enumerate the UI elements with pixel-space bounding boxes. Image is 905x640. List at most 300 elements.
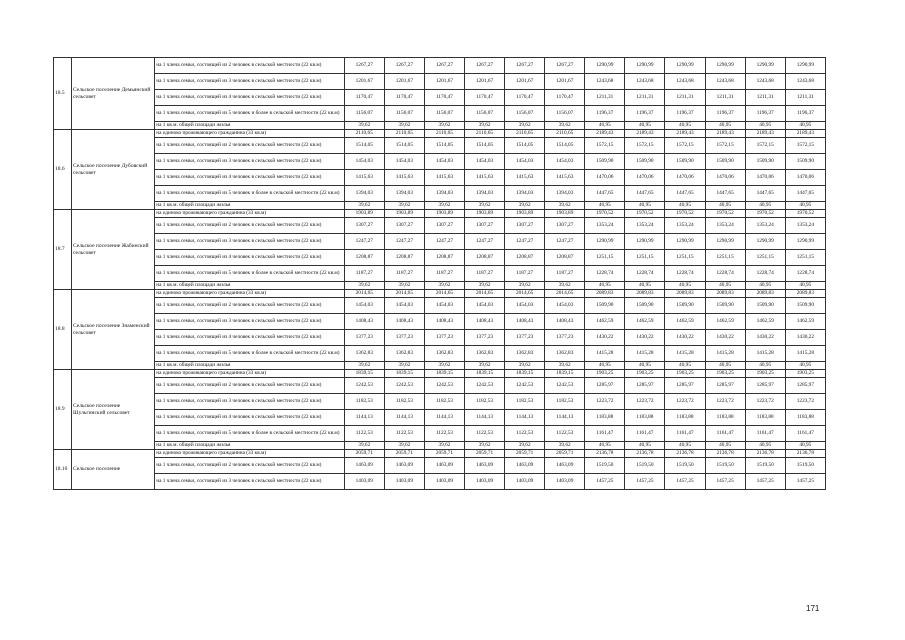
value-cell: 1290,99 — [585, 58, 625, 74]
value-cell: 40,95 — [705, 122, 745, 130]
table-row — [54, 138, 826, 154]
section-code: 18.7 — [54, 210, 72, 290]
value-cell: 40,95 — [785, 202, 825, 210]
value-cell: 1290,99 — [705, 58, 745, 74]
value-cell: 39,62 — [545, 442, 585, 450]
value-cell: 1454,03 — [545, 298, 585, 314]
value-cell: 40,95 — [585, 362, 625, 370]
value-cell: 1377,23 — [545, 330, 585, 346]
value-cell: 40,95 — [665, 282, 705, 290]
value-cell: 39,62 — [545, 362, 585, 370]
value-cell: 1514,05 — [505, 138, 545, 154]
value-cell: 1408,43 — [384, 314, 424, 330]
value-cell: 1463,09 — [505, 458, 545, 474]
value-cell: 1457,25 — [625, 474, 665, 490]
value-cell: 1415,28 — [625, 346, 665, 362]
value-cell: 1182,53 — [424, 394, 464, 410]
value-cell: 1454,03 — [545, 154, 585, 170]
value-cell: 1447,65 — [665, 186, 705, 202]
value-cell: 1228,74 — [705, 266, 745, 282]
value-cell: 1201,67 — [465, 74, 505, 90]
value-cell: 1170,47 — [384, 90, 424, 106]
value-cell: 1394,03 — [384, 186, 424, 202]
value-cell: 1267,27 — [384, 58, 424, 74]
value-cell: 1183,88 — [705, 410, 745, 426]
value-cell: 1243,68 — [745, 74, 785, 90]
value-cell: 1156,07 — [505, 106, 545, 122]
value-cell: 1285,97 — [745, 378, 785, 394]
settlement-name: Сельское поселение Знаменский сельсовет — [72, 290, 155, 370]
value-cell: 2089,83 — [665, 290, 705, 298]
value-cell: 40,95 — [585, 282, 625, 290]
table-row — [54, 290, 826, 298]
value-cell: 1509,90 — [585, 154, 625, 170]
value-cell: 1454,03 — [505, 298, 545, 314]
value-cell: 1144,13 — [344, 410, 384, 426]
value-cell: 1519,50 — [665, 458, 705, 474]
value-cell: 1514,05 — [424, 138, 464, 154]
value-cell: 1156,07 — [424, 106, 464, 122]
value-cell: 1201,67 — [344, 74, 384, 90]
value-cell: 1201,67 — [424, 74, 464, 90]
value-cell: 1144,13 — [384, 410, 424, 426]
value-cell: 1394,03 — [505, 186, 545, 202]
value-cell: 1415,63 — [505, 170, 545, 186]
value-cell: 40,95 — [705, 442, 745, 450]
value-cell: 1353,24 — [705, 218, 745, 234]
table-row — [54, 474, 826, 490]
value-cell: 1572,15 — [665, 138, 705, 154]
value-cell: 1187,27 — [424, 266, 464, 282]
value-cell: 40,95 — [625, 122, 665, 130]
value-cell: 1228,74 — [785, 266, 825, 282]
category-cell: на 1 члена семьи, состоящей из 4 человек в сельской местности (22 кв.м) — [155, 250, 344, 266]
value-cell: 1415,63 — [424, 170, 464, 186]
value-cell: 1182,53 — [465, 394, 505, 410]
value-cell: 1403,09 — [465, 474, 505, 490]
value-cell: 40,95 — [785, 122, 825, 130]
value-cell: 1509,90 — [705, 298, 745, 314]
value-cell: 1903,25 — [705, 370, 745, 378]
value-cell: 1156,07 — [384, 106, 424, 122]
value-cell: 2014,65 — [505, 290, 545, 298]
value-cell: 2189,43 — [745, 130, 785, 138]
value-cell: 1196,37 — [665, 106, 705, 122]
value-cell: 1509,90 — [745, 154, 785, 170]
value-cell: 1251,15 — [625, 250, 665, 266]
value-cell: 1970,52 — [705, 210, 745, 218]
value-cell: 1228,74 — [585, 266, 625, 282]
value-cell: 1243,68 — [585, 74, 625, 90]
value-cell: 1447,65 — [625, 186, 665, 202]
section-code: 18.9 — [54, 370, 72, 450]
table-row — [54, 210, 826, 218]
value-cell: 1307,27 — [384, 218, 424, 234]
value-cell: 1243,68 — [785, 74, 825, 90]
value-cell: 1415,63 — [344, 170, 384, 186]
table-row — [54, 378, 826, 394]
page-number: 171 — [806, 604, 820, 613]
value-cell: 1353,24 — [745, 218, 785, 234]
value-cell: 2014,65 — [424, 290, 464, 298]
value-cell: 1242,53 — [465, 378, 505, 394]
value-cell: 1903,89 — [424, 210, 464, 218]
category-cell: на 1 члена семьи, состоящей из 5 человек и более в сельской местности (22 кв.м) — [155, 426, 344, 442]
value-cell: 1403,09 — [424, 474, 464, 490]
value-cell: 1122,53 — [465, 426, 505, 442]
value-cell: 39,62 — [384, 362, 424, 370]
value-cell: 39,62 — [384, 202, 424, 210]
value-cell: 1211,31 — [585, 90, 625, 106]
value-cell: 1509,90 — [625, 154, 665, 170]
value-cell: 39,62 — [545, 282, 585, 290]
value-cell: 40,95 — [745, 282, 785, 290]
value-cell: 1208,87 — [344, 250, 384, 266]
value-cell: 1377,23 — [384, 330, 424, 346]
table-row — [54, 410, 826, 426]
value-cell: 40,95 — [665, 202, 705, 210]
value-cell: 1208,87 — [465, 250, 505, 266]
value-cell: 1403,09 — [505, 474, 545, 490]
value-cell: 1457,25 — [745, 474, 785, 490]
value-cell: 1223,72 — [625, 394, 665, 410]
table-row — [54, 330, 826, 346]
value-cell: 2136,78 — [665, 450, 705, 458]
value-cell: 1285,97 — [785, 378, 825, 394]
value-cell: 1353,24 — [625, 218, 665, 234]
value-cell: 40,95 — [785, 442, 825, 450]
value-cell: 1182,53 — [505, 394, 545, 410]
value-cell: 1408,43 — [465, 314, 505, 330]
value-cell: 1462,59 — [785, 314, 825, 330]
value-cell: 1457,25 — [705, 474, 745, 490]
table-row — [54, 74, 826, 90]
value-cell: 1307,27 — [465, 218, 505, 234]
value-cell: 1144,13 — [424, 410, 464, 426]
value-cell: 40,95 — [705, 202, 745, 210]
value-cell: 39,62 — [505, 122, 545, 130]
value-cell: 1285,97 — [585, 378, 625, 394]
value-cell: 39,62 — [545, 122, 585, 130]
value-cell: 1509,90 — [625, 298, 665, 314]
value-cell: 1156,07 — [545, 106, 585, 122]
value-cell: 1223,72 — [785, 394, 825, 410]
table-row — [54, 234, 826, 250]
category-cell: на 1 члена семьи, состоящей из 2 человек в сельской местности (22 кв.м) — [155, 298, 344, 314]
value-cell: 1228,74 — [625, 266, 665, 282]
value-cell: 1223,72 — [705, 394, 745, 410]
value-cell: 1290,99 — [785, 234, 825, 250]
value-cell: 1251,15 — [745, 250, 785, 266]
value-cell: 1519,50 — [705, 458, 745, 474]
table-row — [54, 362, 826, 370]
value-cell: 39,62 — [505, 202, 545, 210]
value-cell: 40,95 — [745, 362, 785, 370]
value-cell: 1183,88 — [745, 410, 785, 426]
value-cell: 40,95 — [745, 442, 785, 450]
value-cell: 1247,27 — [505, 234, 545, 250]
value-cell: 1408,43 — [545, 314, 585, 330]
table-row — [54, 90, 826, 106]
value-cell: 2136,78 — [585, 450, 625, 458]
table-row — [54, 346, 826, 362]
value-cell: 1377,23 — [465, 330, 505, 346]
value-cell: 1470,06 — [585, 170, 625, 186]
value-cell: 1519,50 — [745, 458, 785, 474]
value-cell: 1572,15 — [585, 138, 625, 154]
table-row — [54, 202, 826, 210]
value-cell: 1161,47 — [785, 426, 825, 442]
value-cell: 1290,99 — [745, 58, 785, 74]
value-cell: 1290,99 — [785, 58, 825, 74]
value-cell: 40,95 — [705, 362, 745, 370]
value-cell: 1211,31 — [705, 90, 745, 106]
value-cell: 1243,68 — [665, 74, 705, 90]
value-cell: 1839,15 — [545, 370, 585, 378]
value-cell: 39,62 — [465, 282, 505, 290]
value-cell: 1519,50 — [785, 458, 825, 474]
value-cell: 1403,09 — [384, 474, 424, 490]
value-cell: 2110,65 — [344, 130, 384, 138]
value-cell: 1509,90 — [585, 298, 625, 314]
value-cell: 1247,27 — [424, 234, 464, 250]
value-cell: 1247,27 — [545, 234, 585, 250]
value-cell: 1447,65 — [785, 186, 825, 202]
value-cell: 1251,15 — [785, 250, 825, 266]
value-cell: 2059,71 — [424, 450, 464, 458]
value-cell: 1462,59 — [625, 314, 665, 330]
value-cell: 2189,43 — [705, 130, 745, 138]
value-cell: 1415,28 — [745, 346, 785, 362]
value-cell: 39,62 — [384, 282, 424, 290]
value-cell: 1187,27 — [465, 266, 505, 282]
value-cell: 2110,65 — [424, 130, 464, 138]
value-cell: 1353,24 — [665, 218, 705, 234]
category-cell: на 1 члена семьи, состоящей из 2 человек в сельской местности (22 кв.м) — [155, 138, 344, 154]
value-cell: 1509,90 — [665, 298, 705, 314]
category-cell: на 1 члена семьи, состоящей из 5 человек и более в сельской местности (22 кв.м) — [155, 346, 344, 362]
value-cell: 39,62 — [465, 442, 505, 450]
value-cell: 1509,90 — [705, 154, 745, 170]
value-cell: 2014,65 — [545, 290, 585, 298]
value-cell: 39,62 — [465, 202, 505, 210]
value-cell: 1211,31 — [625, 90, 665, 106]
value-cell: 1144,13 — [505, 410, 545, 426]
table-row — [54, 282, 826, 290]
value-cell: 1182,53 — [545, 394, 585, 410]
value-cell: 1201,67 — [545, 74, 585, 90]
value-cell: 1415,28 — [785, 346, 825, 362]
value-cell: 1454,03 — [384, 154, 424, 170]
value-cell: 1509,90 — [745, 298, 785, 314]
value-cell: 1462,59 — [585, 314, 625, 330]
value-cell: 1122,53 — [384, 426, 424, 442]
value-cell: 1242,53 — [384, 378, 424, 394]
value-cell: 1572,15 — [745, 138, 785, 154]
value-cell: 1161,47 — [585, 426, 625, 442]
value-cell: 2059,71 — [545, 450, 585, 458]
value-cell: 1122,53 — [344, 426, 384, 442]
category-cell: на 1 кв.м. общей площади жилья — [155, 362, 344, 370]
category-cell: на 1 члена семьи, состоящей из 4 человек в сельской местности (22 кв.м) — [155, 330, 344, 346]
value-cell: 1415,28 — [665, 346, 705, 362]
value-cell: 1377,23 — [505, 330, 545, 346]
value-cell: 39,62 — [344, 202, 384, 210]
value-cell: 1903,89 — [384, 210, 424, 218]
value-cell: 2110,65 — [505, 130, 545, 138]
value-cell: 1196,37 — [705, 106, 745, 122]
value-cell: 1243,68 — [625, 74, 665, 90]
value-cell: 1242,53 — [545, 378, 585, 394]
value-cell: 1903,89 — [505, 210, 545, 218]
value-cell: 1211,31 — [785, 90, 825, 106]
value-cell: 1290,99 — [705, 234, 745, 250]
value-cell: 1267,27 — [424, 58, 464, 74]
value-cell: 1183,88 — [665, 410, 705, 426]
value-cell: 1430,22 — [625, 330, 665, 346]
value-cell: 1415,28 — [705, 346, 745, 362]
value-cell: 1470,06 — [705, 170, 745, 186]
value-cell: 1208,87 — [384, 250, 424, 266]
value-cell: 1394,03 — [545, 186, 585, 202]
value-cell: 40,95 — [745, 122, 785, 130]
category-cell: на 1 члена семьи, состоящей из 4 человек в сельской местности (22 кв.м) — [155, 90, 344, 106]
value-cell: 1457,25 — [585, 474, 625, 490]
value-cell: 2059,71 — [344, 450, 384, 458]
value-cell: 1285,97 — [665, 378, 705, 394]
value-cell: 1290,99 — [745, 234, 785, 250]
value-cell: 1430,22 — [665, 330, 705, 346]
value-cell: 1290,99 — [665, 234, 705, 250]
value-cell: 1839,15 — [505, 370, 545, 378]
value-cell: 1223,72 — [665, 394, 705, 410]
value-cell: 1415,28 — [585, 346, 625, 362]
value-cell: 40,95 — [665, 442, 705, 450]
value-cell: 39,62 — [465, 122, 505, 130]
value-cell: 1454,03 — [505, 154, 545, 170]
settlement-name: Сельское поселение Жабинский сельсовет — [72, 210, 155, 290]
value-cell: 1187,27 — [505, 266, 545, 282]
value-cell: 1462,59 — [745, 314, 785, 330]
value-cell: 1183,88 — [785, 410, 825, 426]
value-cell: 1228,74 — [745, 266, 785, 282]
category-cell: на одиноко проживающего гражданина (33 кв.м) — [155, 210, 344, 218]
value-cell: 1463,09 — [384, 458, 424, 474]
value-cell: 1170,47 — [344, 90, 384, 106]
value-cell: 1290,99 — [625, 234, 665, 250]
value-cell: 1839,15 — [424, 370, 464, 378]
value-cell: 1267,27 — [344, 58, 384, 74]
value-cell: 1247,27 — [344, 234, 384, 250]
value-cell: 1251,15 — [665, 250, 705, 266]
value-cell: 2089,83 — [625, 290, 665, 298]
value-cell: 1247,27 — [384, 234, 424, 250]
value-cell: 1572,15 — [705, 138, 745, 154]
table-row — [54, 426, 826, 442]
value-cell: 39,62 — [505, 282, 545, 290]
value-cell: 1242,53 — [344, 378, 384, 394]
value-cell: 1454,03 — [344, 298, 384, 314]
value-cell: 1170,47 — [545, 90, 585, 106]
value-cell: 40,95 — [585, 122, 625, 130]
value-cell: 1430,22 — [785, 330, 825, 346]
category-cell: на 1 кв.м. общей площади жилья — [155, 442, 344, 450]
value-cell: 1970,52 — [625, 210, 665, 218]
value-cell: 1447,65 — [585, 186, 625, 202]
value-cell: 40,95 — [625, 202, 665, 210]
value-cell: 2014,65 — [465, 290, 505, 298]
value-cell: 1403,09 — [545, 474, 585, 490]
value-cell: 1247,27 — [465, 234, 505, 250]
table-row — [54, 266, 826, 282]
value-cell: 1394,03 — [424, 186, 464, 202]
value-cell: 2189,43 — [785, 130, 825, 138]
value-cell: 40,95 — [625, 282, 665, 290]
value-cell: 1353,24 — [585, 218, 625, 234]
value-cell: 1408,43 — [505, 314, 545, 330]
value-cell: 1462,59 — [705, 314, 745, 330]
value-cell: 1242,53 — [424, 378, 464, 394]
value-cell: 1514,05 — [465, 138, 505, 154]
value-cell: 1470,06 — [625, 170, 665, 186]
value-cell: 1201,67 — [384, 74, 424, 90]
value-cell: 1170,47 — [505, 90, 545, 106]
value-cell: 1463,09 — [545, 458, 585, 474]
value-cell: 40,95 — [705, 282, 745, 290]
value-cell: 1394,03 — [344, 186, 384, 202]
table-row — [54, 170, 826, 186]
value-cell: 1223,72 — [745, 394, 785, 410]
value-cell: 1161,47 — [705, 426, 745, 442]
value-cell: 2189,43 — [585, 130, 625, 138]
value-cell: 2136,78 — [785, 450, 825, 458]
table-row — [54, 106, 826, 122]
table-row — [54, 370, 826, 378]
value-cell: 40,95 — [585, 202, 625, 210]
value-cell: 1285,97 — [625, 378, 665, 394]
value-cell: 39,62 — [344, 362, 384, 370]
value-cell: 1187,27 — [545, 266, 585, 282]
value-cell: 1903,25 — [785, 370, 825, 378]
value-cell: 1463,09 — [424, 458, 464, 474]
value-cell: 1377,23 — [424, 330, 464, 346]
value-cell: 1170,47 — [465, 90, 505, 106]
value-cell: 39,62 — [344, 122, 384, 130]
category-cell: на 1 члена семьи, состоящей из 5 человек и более в сельской местности (22 кв.м) — [155, 106, 344, 122]
value-cell: 1519,50 — [585, 458, 625, 474]
value-cell: 40,95 — [745, 202, 785, 210]
value-cell: 1267,27 — [505, 58, 545, 74]
tariff-table — [53, 57, 826, 490]
section-code: 18.8 — [54, 290, 72, 370]
value-cell: 1267,27 — [465, 58, 505, 74]
category-cell: на 1 члена семьи, состоящей из 5 человек и более в сельской местности (22 кв.м) — [155, 186, 344, 202]
value-cell: 1208,87 — [424, 250, 464, 266]
value-cell: 1454,03 — [384, 298, 424, 314]
value-cell: 2136,78 — [705, 450, 745, 458]
value-cell: 2110,65 — [465, 130, 505, 138]
value-cell: 1182,53 — [384, 394, 424, 410]
table-row — [54, 394, 826, 410]
value-cell: 1144,13 — [545, 410, 585, 426]
value-cell: 1514,05 — [545, 138, 585, 154]
value-cell: 1572,15 — [785, 138, 825, 154]
section-code: 18.10 — [54, 450, 72, 490]
value-cell: 2059,71 — [505, 450, 545, 458]
category-cell: на 1 члена семьи, состоящей из 3 человек в сельской местности (22 кв.м) — [155, 394, 344, 410]
value-cell: 39,62 — [384, 122, 424, 130]
value-cell: 40,95 — [625, 362, 665, 370]
